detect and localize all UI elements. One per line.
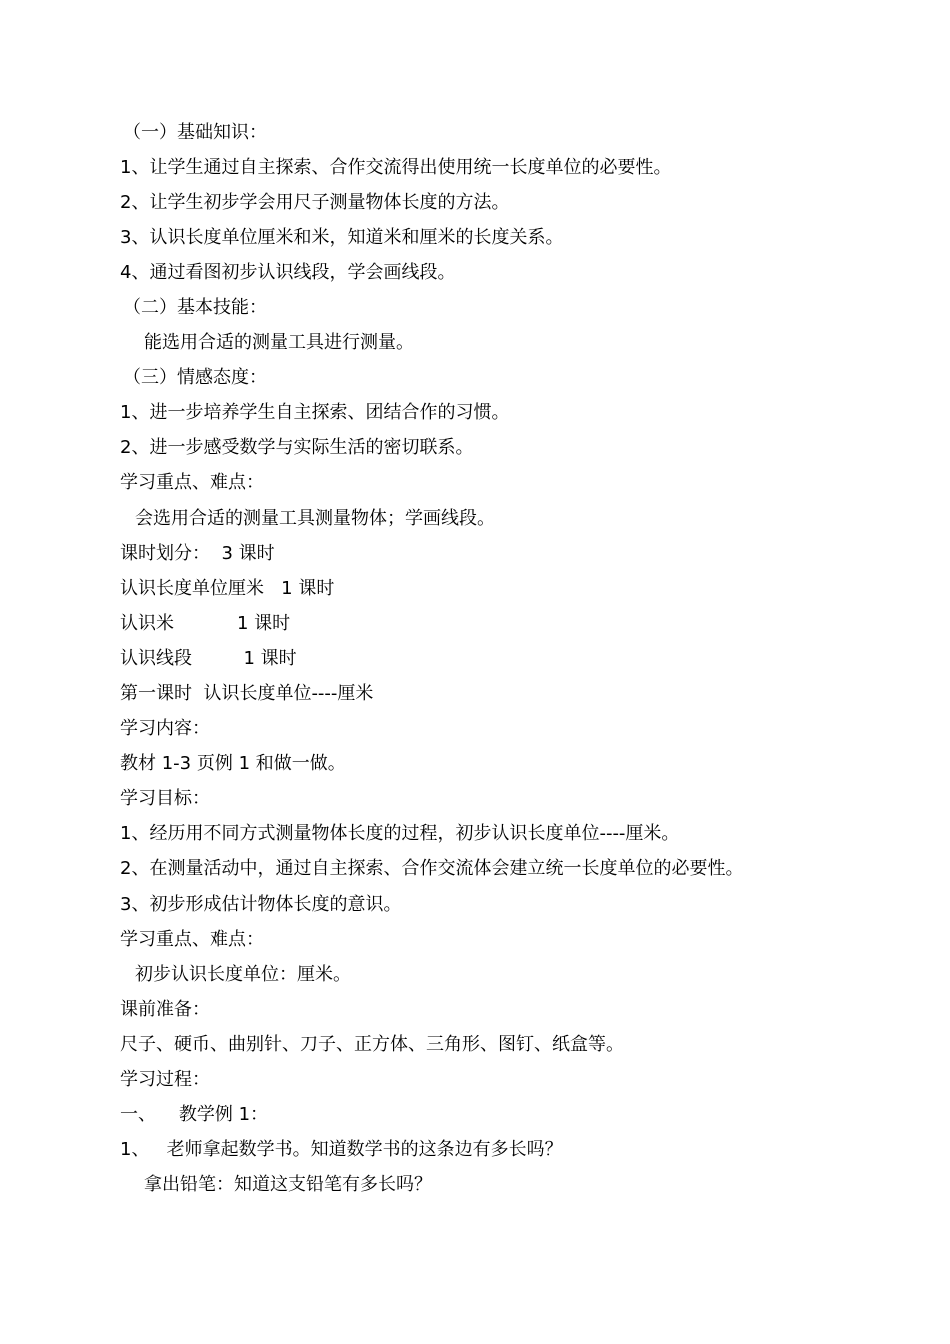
list-item: 2、在测量活动中，通过自主探索、合作交流体会建立统一长度单位的必要性。 (120, 858, 744, 879)
subheading-example-1: 一、 教学例 1： (120, 1104, 269, 1125)
paragraph: 认识线段 1 课时 (120, 648, 297, 669)
paragraph: 课时划分： 3 课时 (120, 543, 275, 564)
section-heading-attitude: （三）情感态度： (123, 367, 267, 388)
section-heading-key-points: 学习重点、难点： (120, 472, 264, 493)
section-heading-key-points: 学习重点、难点： (120, 929, 264, 950)
paragraph: 认识米 1 课时 (120, 613, 291, 634)
list-item: 3、初步形成估计物体长度的意识。 (120, 894, 402, 915)
list-item: 3、认识长度单位厘米和米，知道米和厘米的长度关系。 (120, 227, 564, 248)
list-item: 1、经历用不同方式测量物体长度的过程，初步认识长度单位----厘米。 (120, 823, 680, 844)
paragraph: 初步认识长度单位：厘米。 (135, 964, 351, 985)
paragraph: 能选用合适的测量工具进行测量。 (144, 332, 414, 353)
section-heading-objectives: 学习目标： (120, 788, 210, 809)
lesson-title: 第一课时 认识长度单位----厘米 (120, 683, 374, 704)
section-heading-process: 学习过程： (120, 1069, 210, 1090)
section-heading-content: 学习内容： (120, 718, 210, 739)
paragraph: 尺子、硬币、曲别针、刀子、正方体、三角形、图钉、纸盒等。 (120, 1034, 624, 1055)
list-item: 2、进一步感受数学与实际生活的密切联系。 (120, 437, 474, 458)
paragraph: 教材 1-3 页例 1 和做一做。 (120, 753, 346, 774)
list-item: 1、进一步培养学生自主探索、团结合作的习惯。 (120, 402, 510, 423)
section-heading-preparation: 课前准备： (120, 999, 210, 1020)
list-item: 4、通过看图初步认识线段，学会画线段。 (120, 262, 456, 283)
paragraph: 认识长度单位厘米 1 课时 (120, 578, 335, 599)
list-item: 1、让学生通过自主探索、合作交流得出使用统一长度单位的必要性。 (120, 157, 672, 178)
list-item: 1、 老师拿起数学书。知道数学书的这条边有多长吗？ (120, 1139, 563, 1160)
paragraph: 拿出铅笔：知道这支铅笔有多长吗？ (144, 1174, 432, 1195)
section-heading-basic-knowledge: （一）基础知识： (123, 122, 267, 143)
list-item: 2、让学生初步学会用尺子测量物体长度的方法。 (120, 192, 510, 213)
paragraph: 会选用合适的测量工具测量物体；学画线段。 (135, 508, 495, 529)
section-heading-basic-skills: （二）基本技能： (123, 297, 267, 318)
